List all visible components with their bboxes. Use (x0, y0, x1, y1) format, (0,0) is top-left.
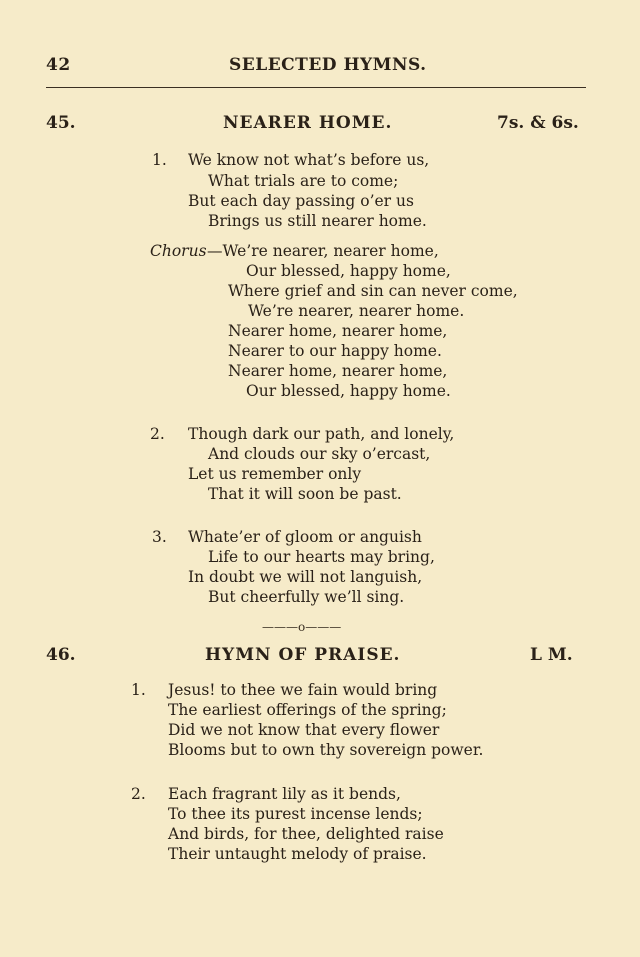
chorus-line: Our blessed, happy home, (246, 262, 451, 280)
verse-line: Brings us still nearer home. (208, 212, 427, 230)
chorus-line: Nearer home, nearer home, (228, 322, 448, 340)
verse-line: Let us remember only (188, 465, 362, 483)
verse-line: Did we not know that every flower (168, 721, 440, 739)
hymn-number: 46. (46, 645, 76, 665)
hymn-title: HYMN OF PRAISE. (205, 645, 401, 665)
hymn-meter: L M. (530, 645, 573, 665)
verse-line: And clouds our sky o’ercast, (208, 445, 431, 463)
verse-line: Whate’er of gloom or anguish (188, 528, 422, 546)
verse-line: But each day passing o’er us (188, 192, 414, 210)
chorus-line: Where grief and sin can never come, (228, 282, 518, 300)
verse-line: And birds, for thee, delighted raise (168, 825, 444, 843)
verse-number: 1. (152, 151, 167, 169)
verse-line: We know not what’s before us, (188, 151, 430, 169)
verse-line: What trials are to come; (208, 172, 399, 190)
page-header: SELECTED HYMNS. (229, 55, 427, 75)
hymn-meter: 7s. & 6s. (497, 113, 579, 133)
verse-line: Their untaught melody of praise. (168, 845, 427, 863)
verse-line: Jesus! to thee we fain would bring (168, 681, 438, 699)
verse-number: 2. (150, 425, 165, 443)
verse-number: 2. (131, 785, 146, 803)
verse-line: Though dark our path, and lonely, (188, 425, 455, 443)
verse-line: In doubt we will not languish, (188, 568, 423, 586)
verse-number: 3. (152, 528, 167, 546)
section-separator: ———o——— (262, 620, 342, 634)
chorus-line: We’re nearer, nearer home. (248, 302, 465, 320)
hymn-number: 45. (46, 113, 76, 133)
verse-line: That it will soon be past. (208, 485, 402, 503)
chorus-label: Chorus (150, 242, 207, 260)
verse-line: But cheerfully we’ll sing. (208, 588, 405, 606)
header-rule (46, 87, 586, 88)
verse-line: Life to our hearts may bring, (208, 548, 435, 566)
verse-line: Blooms but to own thy sovereign power. (168, 741, 484, 759)
chorus-line: —We’re nearer, nearer home, (207, 242, 439, 260)
chorus-line: Nearer home, nearer home, (228, 362, 448, 380)
hymn-title: NEARER HOME. (223, 113, 393, 133)
chorus-line: Our blessed, happy home. (246, 382, 451, 400)
verse-number: 1. (131, 681, 146, 699)
verse-line: Each fragrant lily as it bends, (168, 785, 401, 803)
chorus-line: Nearer to our happy home. (228, 342, 442, 360)
page-number: 42 (46, 55, 71, 75)
verse-line: To thee its purest incense lends; (168, 805, 423, 823)
verse-line: The earliest offerings of the spring; (168, 701, 447, 719)
